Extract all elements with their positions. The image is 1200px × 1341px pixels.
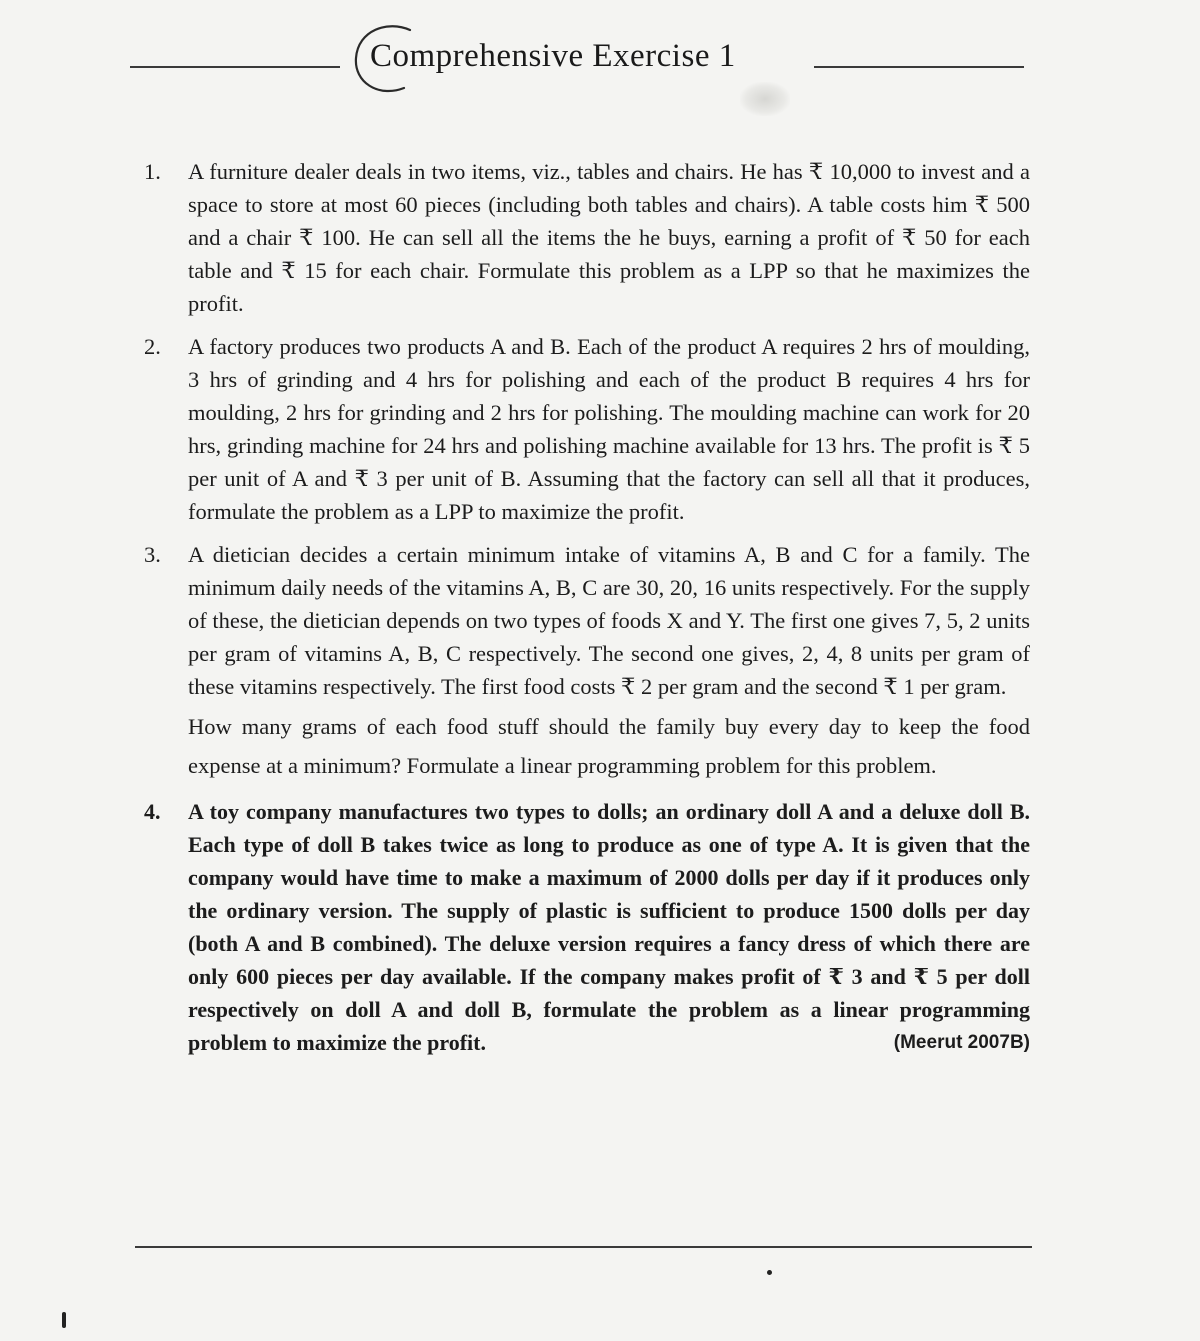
exercise-number: 2. (144, 334, 161, 359)
exercise-number: 4. (144, 799, 161, 824)
bottom-rule (135, 1246, 1032, 1248)
header-rule-right (814, 66, 1024, 68)
page-title: Comprehensive Exercise 1 (370, 38, 736, 74)
exercise-text: A factory produces two products A and B. Each of the product A requires 2 hrs of moulding, 3 hrs of grinding and 4 hrs for polishing and each of the product B requires 4 hrs for moulding, 2 hrs for grinding and 2 hrs for polishing. The moulding machine can work for 20 hrs, grinding machine for 24 hrs and polishing machine available for 13 hrs. The profit is ₹ 5 per unit of A and ₹ 3 per unit of B. Assuming that the factory can sell all that it produces, formulate the problem as a LPP to maximize the profit. (188, 334, 1030, 524)
stray-dot (767, 1270, 772, 1275)
exercise-item (140, 330, 1030, 528)
exercise-list (140, 155, 1030, 1059)
exercise-item (140, 155, 1030, 320)
exercise-continuation: How many grams of each food stuff should the family buy every day to keep the food expense at a minimum? Formulate a linear programming problem for this problem. (188, 714, 1030, 778)
exercise-text-body: A toy company manufactures two types to dolls; an ordinary doll A and a deluxe doll B. Each type of doll B takes twice as long to produce as one of type A. It is given that the company would have time to make a maximum of 2000 dolls per day if it produces only the ordinary version. The supply of plastic is sufficient to produce 1500 dolls per day (both A and B combined). The deluxe version requires a fancy dress of which there are only 600 pieces per day available. If the company makes profit of ₹ 3 and ₹ 5 per doll respectively on doll A and doll B, formulate the problem as a linear programming problem to maximize the profit. (188, 799, 1030, 1055)
exercise-item (140, 795, 1030, 1059)
header-rule-left (130, 66, 340, 68)
exercise-source: (Meerut 2007B) (893, 1032, 1030, 1053)
corner-mark (62, 1312, 66, 1328)
exercise-text (188, 795, 1030, 1059)
exercise-text: A furniture dealer deals in two items, viz., tables and chairs. He has ₹ 10,000 to invest and a space to store at most 60 pieces (including both tables and chairs). A table costs him ₹ 500 and a chair ₹ 100. He can sell all the items the he buys, earning a profit of ₹ 50 for each table and ₹ 15 for each chair. Formulate this problem as a LPP so that he maximizes the profit. (188, 159, 1030, 316)
exercise-number: 1. (144, 159, 161, 184)
exercise-text: A dietician decides a certain minimum intake of vitamins A, B and C for a family. The minimum daily needs of the vitamins A, B, C are 30, 20, 16 units respectively. For the supply of these, the dietician depends on two types of foods X and Y. The first one gives 7, 5, 2 units per gram of vitamins A, B, C respectively. The second one gives, 2, 4, 8 units per gram of these vitamins respectively. The first food costs ₹ 2 per gram and the second ₹ 1 per gram. (188, 542, 1030, 699)
exercise-item (140, 538, 1030, 785)
print-smudge (740, 82, 790, 116)
section-header (130, 22, 1025, 102)
exercise-number: 3. (144, 542, 161, 567)
